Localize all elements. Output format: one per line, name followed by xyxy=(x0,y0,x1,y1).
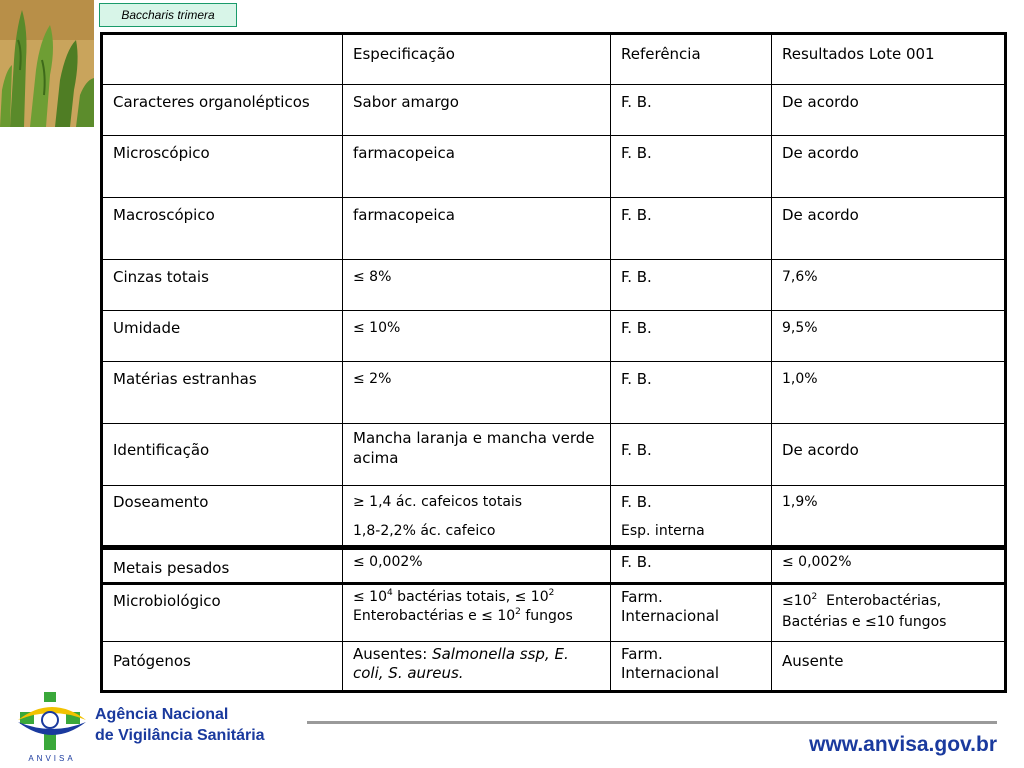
website-link[interactable]: www.anvisa.gov.br xyxy=(809,733,997,756)
ref-cell: F. B. xyxy=(611,198,772,260)
table-row xyxy=(102,486,1006,548)
exponent: 2 xyxy=(548,588,555,598)
param-cell: Macroscópico xyxy=(102,198,343,260)
anvisa-logo xyxy=(14,690,90,764)
param-cell: Identificação xyxy=(102,424,343,486)
spec-cell: Sabor amargo xyxy=(343,85,611,136)
result-cell: ≤ 0,002% xyxy=(772,548,1006,584)
spec-text: Enterobactérias e ≤ 10 xyxy=(353,608,516,624)
param-cell: Cinzas totais xyxy=(102,260,343,311)
ref-cell: F. B. xyxy=(611,136,772,198)
table-row xyxy=(102,424,1006,486)
ref-cell: F. B. xyxy=(611,362,772,424)
param-cell: Matérias estranhas xyxy=(102,362,343,424)
exponent: 2 xyxy=(515,607,521,617)
spec-text: Ausentes: xyxy=(353,645,433,663)
spec-text: fungos xyxy=(520,608,573,624)
result-cell: De acordo xyxy=(772,424,1006,486)
result-cell: 1,9% xyxy=(772,486,1006,548)
table-row xyxy=(102,311,1006,362)
result-text: Enterobactérias, xyxy=(817,593,942,609)
spec-italic-text: Salmonella ssp, E. coli, S. aureus. xyxy=(353,645,569,682)
table-header-row xyxy=(102,34,1006,85)
param-cell: Microscópico xyxy=(102,136,343,198)
param-cell: Patógenos xyxy=(102,642,343,692)
result-cell: 1,0% xyxy=(772,362,1006,424)
result-cell: De acordo xyxy=(772,136,1006,198)
exponent: 4 xyxy=(387,588,393,598)
header-cell-referencia: Referência xyxy=(611,34,772,85)
ref-cell xyxy=(611,486,772,548)
result-cell: 9,5% xyxy=(772,311,1006,362)
agency-line-2: de Vigilância Sanitária xyxy=(95,727,265,744)
specification-table xyxy=(100,32,1007,693)
spec-text: bactérias totais, ≤ 10 xyxy=(392,589,549,605)
param-cell: Doseamento xyxy=(102,486,343,548)
ref-cell: Farm. Internacional xyxy=(611,584,772,642)
spec-cell xyxy=(343,584,611,642)
table-row xyxy=(102,362,1006,424)
spec-cell: Mancha laranja e mancha verde acima xyxy=(343,424,611,486)
ref-cell: Farm. Internacional xyxy=(611,642,772,692)
result-cell: De acordo xyxy=(772,85,1006,136)
param-cell: Microbiológico xyxy=(102,584,343,642)
table-row xyxy=(102,548,1006,584)
spec-cell: ≤ 10% xyxy=(343,311,611,362)
result-text: Bactérias e ≤10 fungos xyxy=(782,614,947,630)
agency-line-1: Agência Nacional xyxy=(95,706,229,723)
spec-text: ≤ 10 xyxy=(353,589,387,605)
spec-cell: ≤ 2% xyxy=(343,362,611,424)
result-cell xyxy=(772,584,1006,642)
table-row xyxy=(102,642,1006,692)
ref-cell: F. B. xyxy=(611,85,772,136)
header-cell-resultados: Resultados Lote 001 xyxy=(772,34,1006,85)
species-label: Baccharis trimera xyxy=(99,3,237,27)
table-row xyxy=(102,85,1006,136)
spec-cell: ≤ 0,002% xyxy=(343,548,611,584)
result-cell: Ausente xyxy=(772,642,1006,692)
header-cell-empty xyxy=(102,34,343,85)
header-cell-especificacao: Especificação xyxy=(343,34,611,85)
spec-cell: farmacopeica xyxy=(343,136,611,198)
ref-cell: F. B. xyxy=(611,548,772,584)
result-text: ≤10 xyxy=(782,593,812,609)
spec-cell: ≤ 8% xyxy=(343,260,611,311)
table-row xyxy=(102,198,1006,260)
spec-cell xyxy=(343,486,611,548)
result-cell: De acordo xyxy=(772,198,1006,260)
result-cell: 7,6% xyxy=(772,260,1006,311)
ref-cell: F. B. xyxy=(611,311,772,362)
spec-cell: farmacopeica xyxy=(343,198,611,260)
param-cell: Umidade xyxy=(102,311,343,362)
table-row xyxy=(102,136,1006,198)
param-cell: Metais pesados xyxy=(102,548,343,584)
ref-line: F. B. xyxy=(621,493,652,511)
plant-photo xyxy=(0,0,94,127)
agency-name xyxy=(95,704,265,746)
ref-cell: F. B. xyxy=(611,260,772,311)
logo-text: ANVISA xyxy=(28,754,76,763)
table-row xyxy=(102,584,1006,642)
exponent: 2 xyxy=(811,592,818,602)
spec-cell xyxy=(343,642,611,692)
footer-divider xyxy=(307,721,997,724)
param-cell: Caracteres organolépticos xyxy=(102,85,343,136)
ref-line: Esp. interna xyxy=(621,523,705,539)
ref-cell: F. B. xyxy=(611,424,772,486)
spec-line: 1,8-2,2% ác. cafeico xyxy=(353,523,496,539)
spec-line: ≥ 1,4 ác. cafeicos totais xyxy=(353,494,523,510)
table-row xyxy=(102,260,1006,311)
